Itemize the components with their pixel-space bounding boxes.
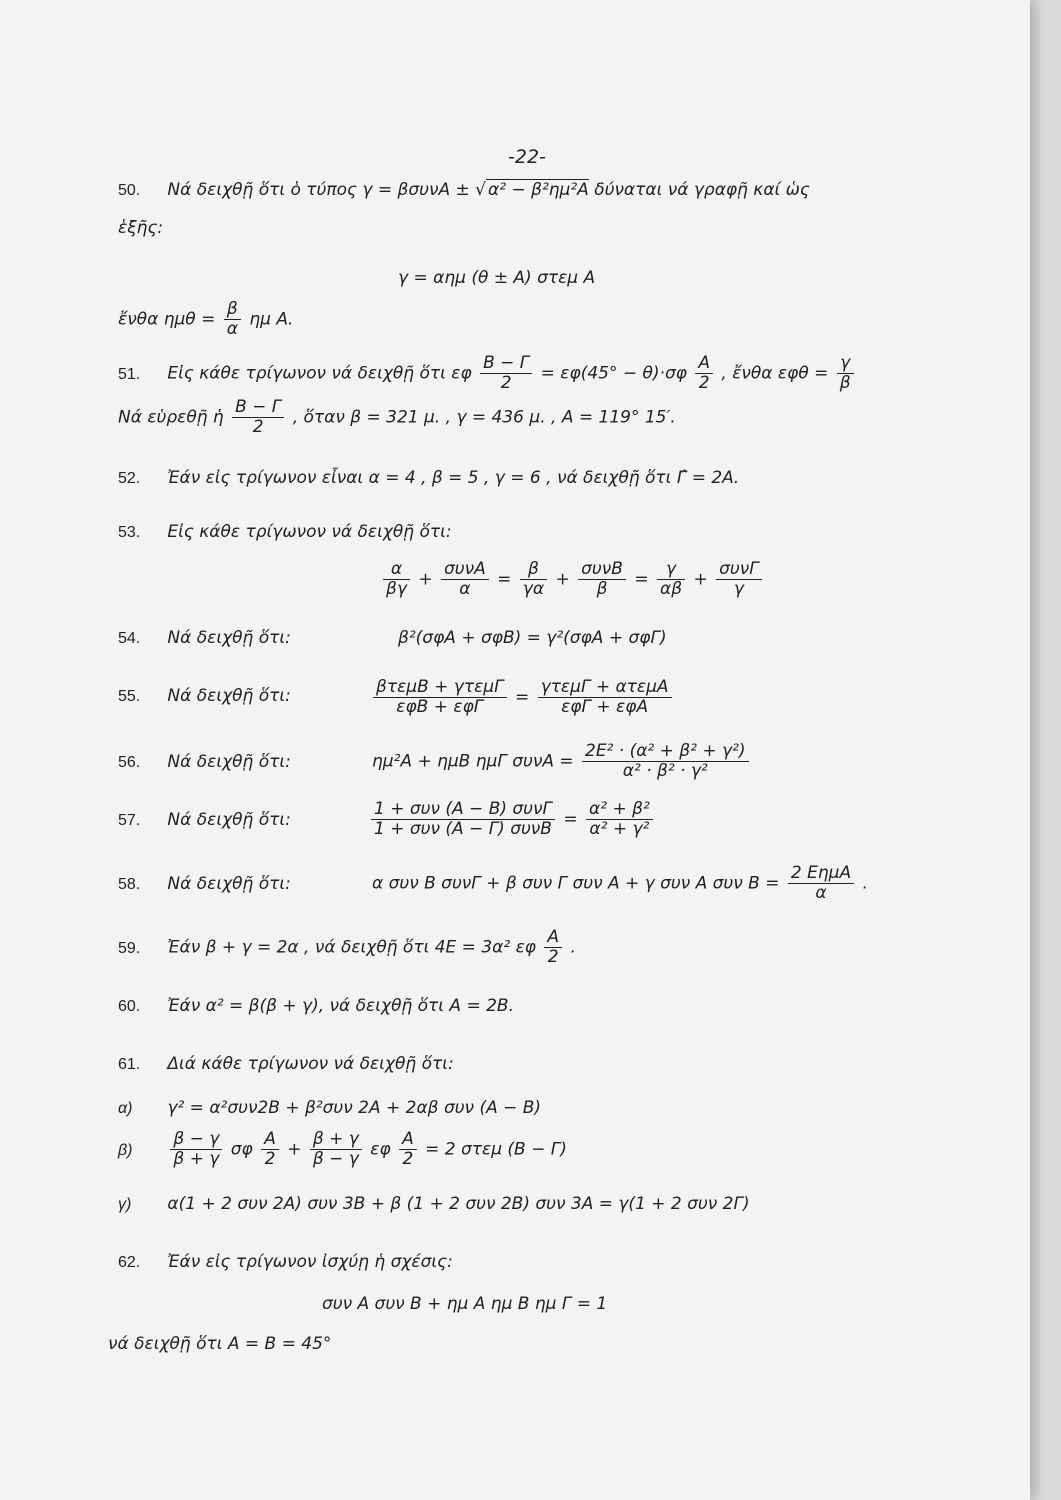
denominator: γ: [733, 579, 744, 599]
denominator: α: [226, 319, 238, 339]
fraction: [224, 300, 241, 339]
numerator: β: [224, 300, 241, 320]
problem-number: 59.: [118, 939, 141, 957]
operator: +: [418, 569, 433, 590]
denominator: αβ: [659, 579, 683, 599]
numerator: γ: [837, 354, 854, 374]
numerator: α² + β²: [586, 800, 653, 820]
problem-text: Εἰς κάθε τρίγωνον νά δειχθῇ ὅτι:: [167, 522, 452, 542]
denominator: εφΓ + εφΑ: [561, 697, 649, 717]
numerator: συνΓ: [716, 560, 762, 580]
problem-50: [118, 180, 810, 200]
numerator: Β − Γ: [232, 398, 284, 418]
denominator: β: [596, 579, 608, 599]
formula-lhs: α συν Β συνΓ + β συν Γ συν Α + γ συν Α συν Β =: [372, 873, 780, 894]
problem-61-b: [118, 1130, 567, 1169]
problem-number: 51.: [118, 365, 141, 383]
problem-text: Νά δειχθῇ ὅτι:: [167, 752, 291, 772]
display-formula: γ = αημ (θ ± Α) στεμ Α: [398, 268, 596, 288]
where-text: ἔνθα ημθ =: [118, 309, 216, 330]
problem-53: [118, 522, 452, 542]
function-name: σφ: [230, 1139, 253, 1160]
problem-61-c: [118, 1194, 750, 1214]
numerator: α: [383, 560, 410, 580]
problem-text: , ὅταν β = 321 μ. , γ = 436 μ. , Α = 119° 15′.: [292, 407, 676, 428]
problem-text: Ἐάν εἰς τρίγωνον εἶναι α = 4 , β = 5 , γ = 6 , νά δειχθῇ ὅτι Γ̂ = 2Α.: [167, 468, 740, 488]
problem-number: 55.: [118, 688, 141, 705]
formula: , ἔνθα εφθ =: [721, 363, 829, 384]
fraction: [657, 560, 685, 599]
problem-text: Νά δειχθῇ ὅτι:: [167, 874, 291, 894]
formula-54: β²(σφΑ + σφΒ) = γ²(σφΑ + σφΓ): [398, 628, 667, 648]
display-formula: συν Α συν Β + ημ Α ημ Β ημ Γ = 1: [322, 1294, 608, 1314]
problem-text: Νά δειχθῇ ὅτι:: [167, 810, 291, 830]
problem-52: [118, 468, 739, 488]
problem-text: Διά κάθε τρίγωνον νά δειχθῇ ὅτι:: [167, 1054, 454, 1074]
denominator: 1 + συν (Α − Γ) συνΒ: [374, 819, 552, 839]
denominator: α: [815, 883, 827, 903]
fraction: [544, 928, 562, 967]
fraction: [538, 678, 672, 717]
fraction: [371, 800, 555, 839]
operator: +: [287, 1139, 302, 1160]
problem-62: [118, 1252, 453, 1272]
problem-number: 60.: [118, 998, 141, 1015]
fraction: [695, 354, 713, 393]
denominator: 2: [252, 417, 264, 437]
fraction: [520, 560, 547, 599]
problem-55: [118, 686, 291, 706]
numerator: συνΑ: [441, 560, 489, 580]
numerator: β + γ: [310, 1130, 362, 1150]
numerator: Α: [399, 1130, 417, 1150]
formula: γ² = α²συν2Β + β²συν 2Α + 2αβ συν (Α − Β): [167, 1098, 542, 1118]
problem-56: [118, 752, 291, 772]
problem-59: [118, 928, 576, 967]
page-number: -22-: [508, 146, 546, 168]
problem-54: [118, 628, 291, 648]
formula: = 2 στεμ (Β − Γ): [425, 1139, 567, 1160]
period: .: [570, 937, 576, 958]
problem-61-a: [118, 1098, 541, 1118]
denominator: α² · β² · γ²: [622, 761, 708, 781]
numerator: Α: [695, 354, 713, 374]
problem-number: 52.: [118, 470, 141, 487]
formula-55: [370, 678, 675, 717]
where-tail: ημ Α.: [249, 309, 294, 330]
problem-text: Εἰς κάθε τρίγωνον νά δειχθῇ ὅτι εφ: [167, 363, 472, 384]
fraction: [441, 560, 489, 599]
sqrt-icon: √: [475, 180, 487, 200]
problem-text: Ἐάν εἰς τρίγωνον ἰσχύῃ ἡ σχέσις:: [167, 1252, 453, 1272]
problem-60: [118, 996, 514, 1016]
problem-number: 53.: [118, 524, 141, 541]
operator: +: [555, 569, 570, 590]
denominator: 2: [500, 373, 512, 393]
numerator: Α: [544, 928, 562, 948]
problem-number: 58.: [118, 876, 141, 893]
formula: = εφ(45° − θ)·σφ: [540, 363, 687, 384]
problem-58: [118, 874, 291, 894]
problem-text: δύναται νά γραφῇ καί ὡς: [594, 180, 810, 200]
display-equation-53: [380, 560, 765, 599]
problem-text: Νά δειχθῇ ὅτι:: [167, 628, 291, 648]
item-label: α): [118, 1100, 133, 1117]
operator: =: [497, 569, 512, 590]
fraction: [170, 1130, 222, 1169]
fraction: [373, 678, 507, 717]
denominator: α: [459, 579, 471, 599]
numerator: γτεμΓ + ατεμΑ: [538, 678, 672, 698]
problem-57: [118, 810, 291, 830]
denominator: β: [839, 373, 851, 393]
operator: =: [514, 687, 530, 708]
where-line: [118, 300, 293, 339]
numerator: Α: [261, 1130, 279, 1150]
fraction: [716, 560, 762, 599]
problem-51: [118, 354, 857, 393]
problem-number: 61.: [118, 1056, 141, 1073]
item-label: γ): [118, 1196, 132, 1213]
fraction: [837, 354, 854, 393]
denominator: α² + γ²: [589, 819, 650, 839]
denominator: 2: [698, 373, 710, 393]
fraction: [578, 560, 626, 599]
fraction: [232, 398, 284, 437]
operator: +: [693, 569, 708, 590]
problem-text: Νά εὑρεθῇ ἡ: [118, 407, 224, 428]
problem-51-line2: [118, 398, 676, 437]
problem-text: Νά δειχθῇ ὅτι:: [167, 686, 291, 706]
formula-58: [372, 864, 868, 903]
numerator: Β − Γ: [480, 354, 532, 374]
denominator: β − γ: [312, 1149, 359, 1169]
denominator: 2: [547, 947, 559, 967]
problem-text: Ἐάν α² = β(β + γ), νά δειχθῇ ὅτι Α = 2Β.: [167, 996, 514, 1016]
numerator: συνΒ: [578, 560, 626, 580]
function-name: εφ: [370, 1139, 391, 1160]
numerator: 2 ΕημΑ: [788, 864, 854, 884]
problem-number: 62.: [118, 1254, 141, 1271]
formula-lhs: ημ²Α + ημΒ ημΓ συνΑ =: [372, 751, 574, 772]
formula-57: [368, 800, 656, 839]
denominator: εφΒ + εφΓ: [396, 697, 484, 717]
fraction: [399, 1130, 417, 1169]
fraction: [310, 1130, 362, 1169]
denominator: 2: [402, 1149, 414, 1169]
fraction: [586, 800, 653, 839]
fraction: [788, 864, 854, 903]
radicand: α² − β²ημ²Α: [488, 180, 589, 200]
numerator: 1 + συν (Α − Β) συνΓ: [371, 800, 555, 820]
denominator: β + γ: [173, 1149, 220, 1169]
problem-50-cont: ἑξῆς:: [118, 218, 164, 238]
numerator: β − γ: [170, 1130, 222, 1150]
problem-number: 54.: [118, 630, 141, 647]
fraction: [480, 354, 532, 393]
item-label: β): [118, 1141, 133, 1159]
formula: α(1 + 2 συν 2Α) συν 3Β + β (1 + 2 συν 2Β) συν 3Α = γ(1 + 2 συν 2Γ): [167, 1194, 750, 1214]
period: .: [862, 873, 868, 894]
problem-number: 50.: [118, 182, 141, 199]
conclusion: νά δειχθῇ ὅτι Α = Β = 45°: [108, 1334, 332, 1354]
problem-61: [118, 1054, 454, 1074]
numerator: βτεμΒ + γτεμΓ: [373, 678, 507, 698]
problem-text: Ἐάν β + γ = 2α , νά δειχθῇ ὅτι 4Ε = 3α² εφ: [167, 937, 536, 958]
numerator: β: [520, 560, 547, 580]
operator: =: [634, 569, 649, 590]
fraction: [383, 560, 410, 599]
problem-number: 56.: [118, 754, 141, 771]
denominator: βγ: [386, 579, 407, 599]
problem-text: Νά δειχθῇ ὅτι ὁ τύπος: [167, 180, 357, 200]
formula-56: [372, 742, 752, 781]
denominator: γα: [522, 579, 545, 599]
numerator: γ: [657, 560, 685, 580]
numerator: 2Ε² · (α² + β² + γ²): [582, 742, 749, 762]
fraction: [261, 1130, 279, 1169]
problem-number: 57.: [118, 812, 141, 829]
operator: =: [563, 809, 578, 830]
fraction: [582, 742, 749, 781]
denominator: 2: [264, 1149, 276, 1169]
formula: γ = βσυνΑ ±: [362, 180, 470, 200]
